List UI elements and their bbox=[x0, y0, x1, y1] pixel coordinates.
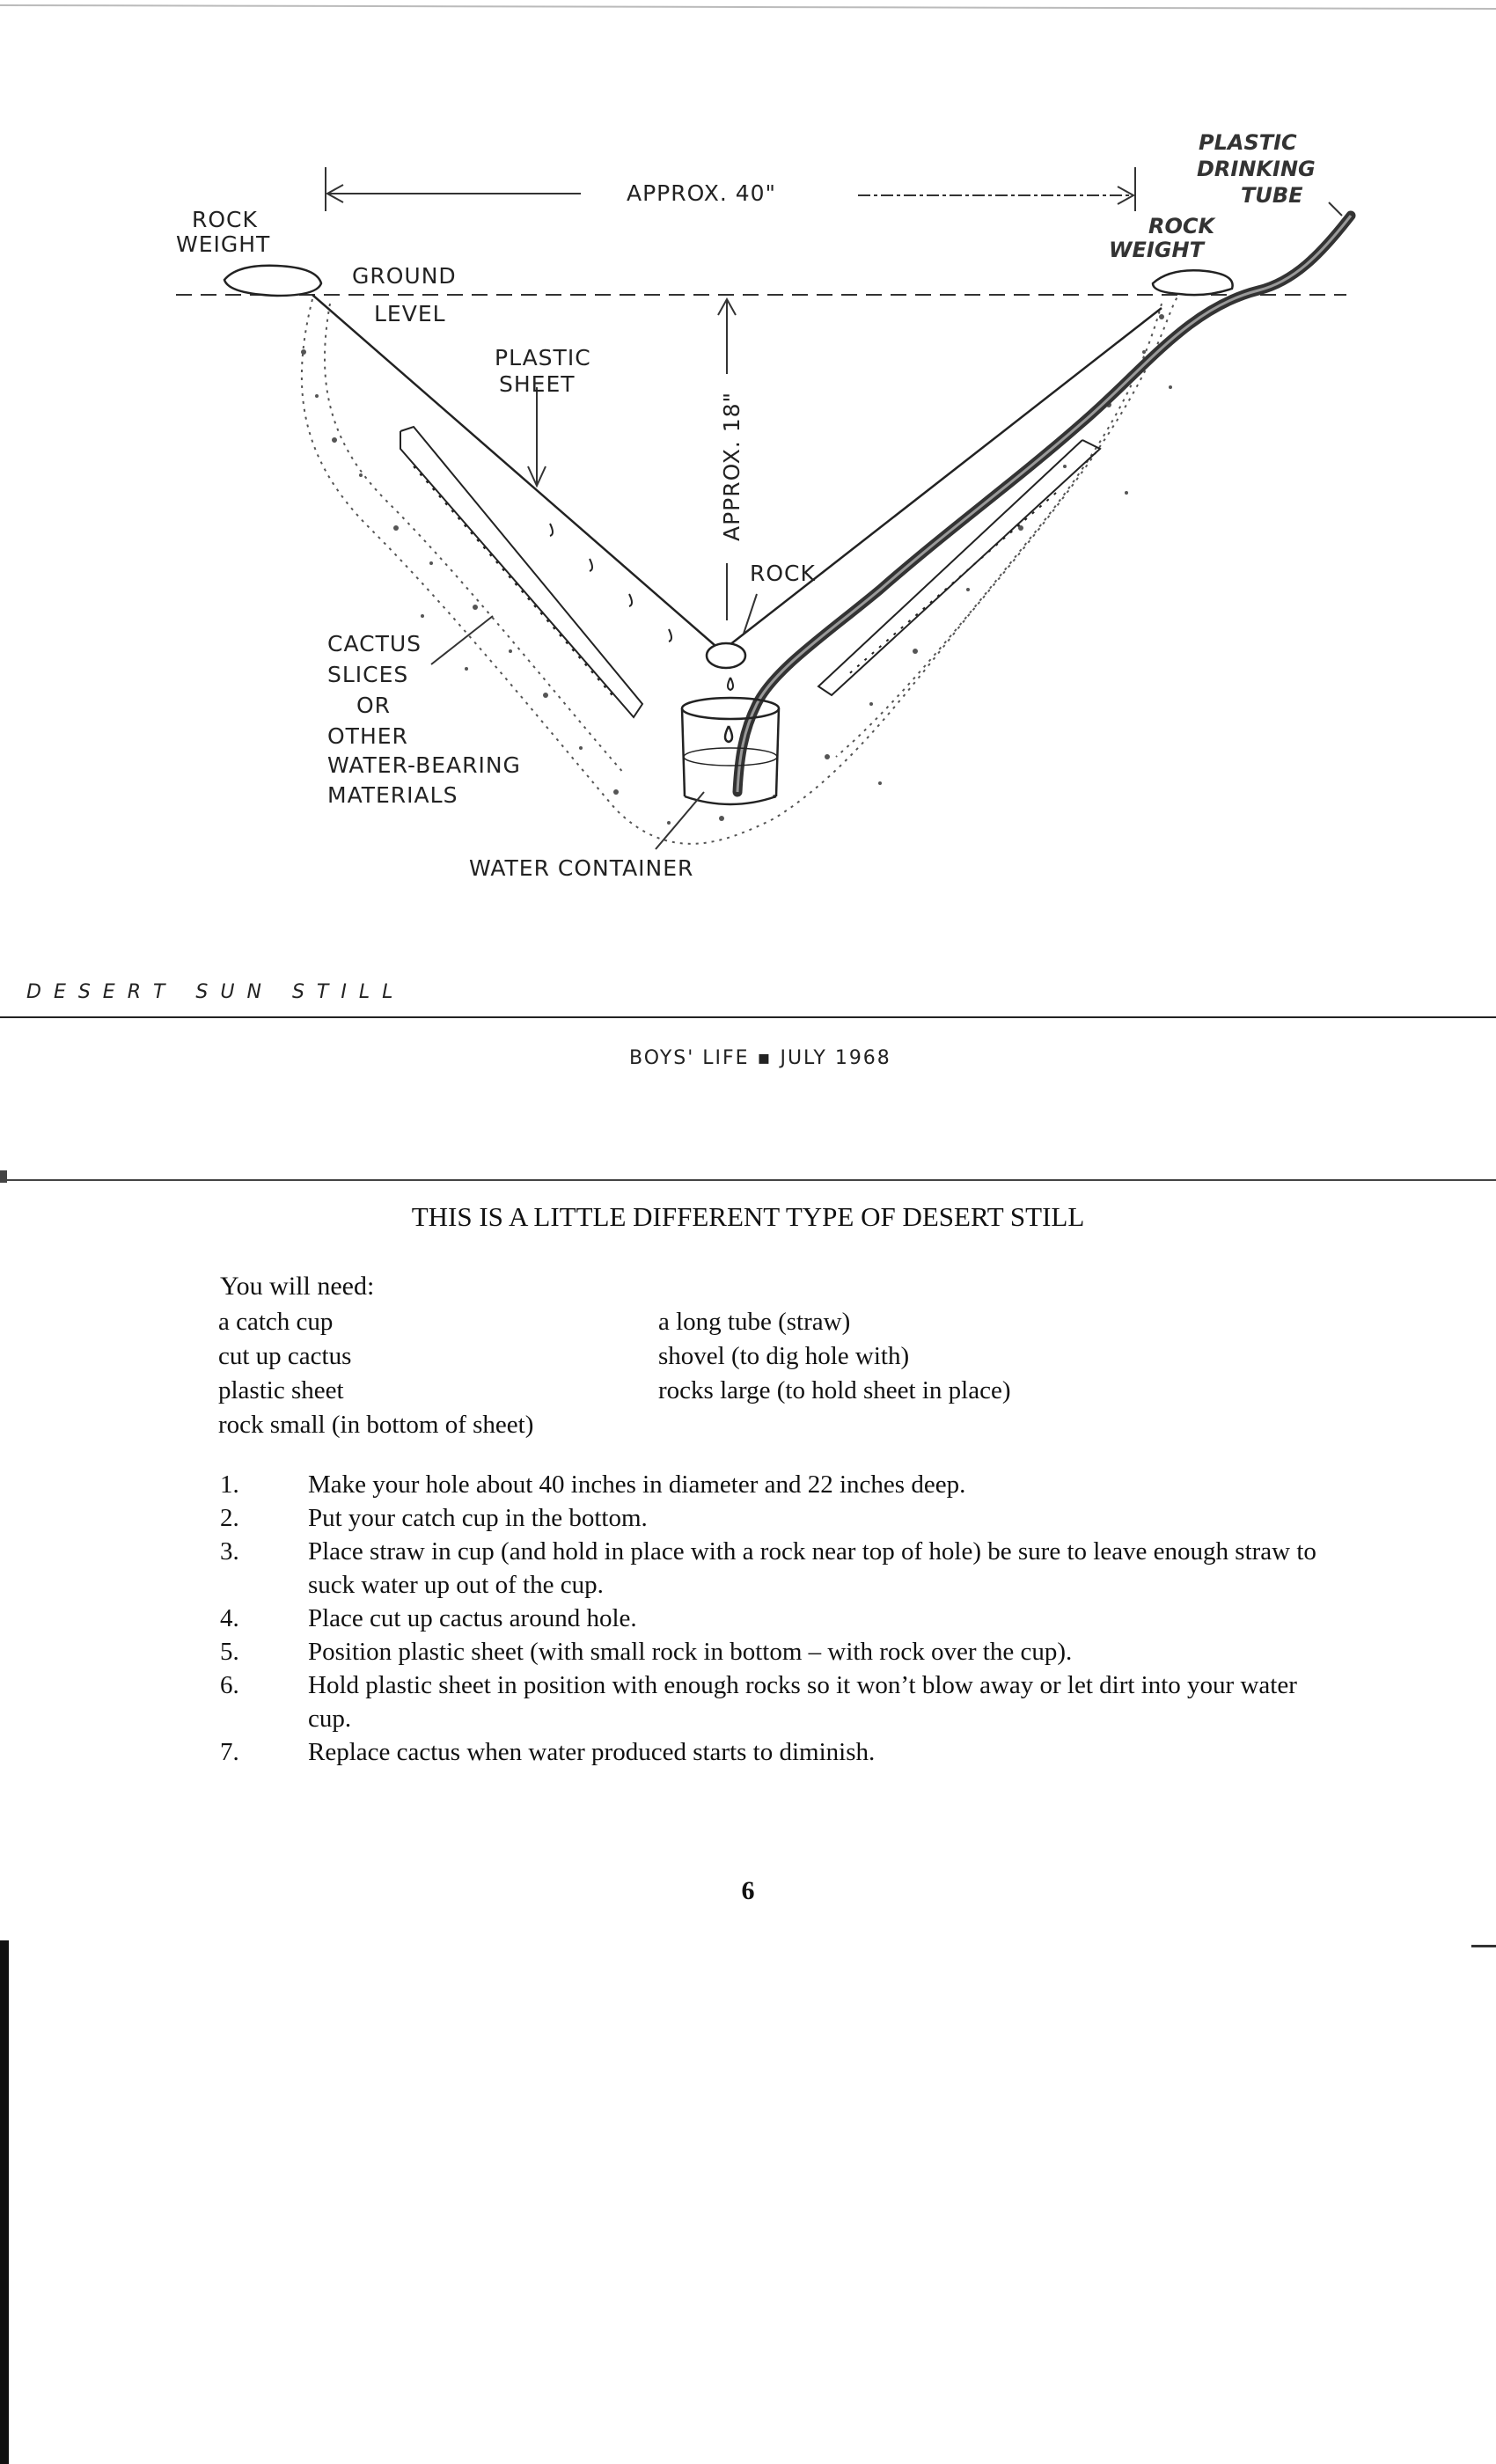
cactus-slices-left bbox=[400, 427, 642, 717]
svg-text:ROCK: ROCK bbox=[1148, 214, 1215, 238]
needs-title: You will need: bbox=[220, 1272, 375, 1301]
svg-text:WEIGHT: WEIGHT bbox=[176, 231, 271, 257]
page-number: 6 bbox=[741, 1876, 755, 1905]
needs-item: cut up cactus bbox=[218, 1342, 352, 1370]
water-container bbox=[682, 698, 779, 804]
svg-text:OTHER: OTHER bbox=[327, 723, 408, 749]
step-item: 2. Put your catch cup in the bottom. bbox=[220, 1504, 648, 1532]
svg-text:SHEET: SHEET bbox=[499, 371, 576, 397]
step-item: 7. Replace cactus when water produced starts to diminish. bbox=[220, 1738, 876, 1766]
svg-text:ROCK: ROCK bbox=[192, 207, 258, 232]
rock-weight-right-label bbox=[1109, 214, 1216, 262]
water-container-label: WATER CONTAINER bbox=[469, 855, 694, 881]
needs-list-left bbox=[218, 1305, 533, 1442]
cactus-slices-right bbox=[818, 440, 1100, 695]
svg-text:PLASTIC: PLASTIC bbox=[495, 345, 591, 370]
plastic-sheet-label bbox=[495, 345, 591, 397]
needs-list-right bbox=[658, 1305, 1011, 1408]
steps-list bbox=[220, 1468, 1329, 1769]
svg-text:GROUND: GROUND bbox=[352, 263, 457, 289]
svg-text:DRINKING: DRINKING bbox=[1197, 157, 1316, 181]
desert-still-diagram bbox=[0, 0, 1496, 1056]
caption-rule bbox=[0, 1016, 1496, 1018]
svg-text:WEIGHT: WEIGHT bbox=[1109, 238, 1204, 262]
page-break-rule bbox=[0, 1179, 1496, 1181]
svg-text:WATER-BEARING: WATER-BEARING bbox=[327, 752, 521, 778]
source-credit: BOYS' LIFE ▪ JULY 1968 bbox=[629, 1047, 891, 1069]
rock-label: ROCK bbox=[750, 561, 816, 586]
svg-text:CACTUS: CACTUS bbox=[327, 631, 422, 656]
step-item: 3. Place straw in cup (and hold in place with a rock near top of hole) be sure to leave enough straw to suck water up out of the cup. bbox=[220, 1537, 1316, 1599]
step-item: 4. Place cut up cactus around hole. bbox=[220, 1604, 637, 1632]
svg-text:TUBE: TUBE bbox=[1241, 183, 1303, 208]
svg-text:MATERIALS: MATERIALS bbox=[327, 782, 458, 808]
step-item: 5. Position plastic sheet (with small rock in bottom – with rock over the cup). bbox=[220, 1638, 1073, 1666]
svg-text:OR: OR bbox=[356, 693, 392, 718]
rock-weight-left-shape bbox=[224, 266, 321, 296]
approx-width-label: APPROX. 40" bbox=[627, 180, 777, 206]
svg-text:SLICES: SLICES bbox=[327, 662, 409, 687]
scan-mark-left bbox=[0, 1170, 7, 1183]
rock-weight-right-shape bbox=[1153, 270, 1233, 295]
needs-item: rock small (in bottom of sheet) bbox=[218, 1411, 534, 1439]
plastic-drinking-tube-label bbox=[1197, 130, 1316, 208]
cactus-slices-label bbox=[327, 631, 521, 808]
page-heading: THIS IS A LITTLE DIFFERENT TYPE OF DESERT STILL bbox=[411, 1201, 1085, 1232]
step-item: 6. Hold plastic sheet in position with enough rocks so it won’t blow away or let dirt into your water cup. bbox=[220, 1671, 1297, 1733]
svg-text:LEVEL: LEVEL bbox=[374, 301, 446, 326]
needs-item: a long tube (straw) bbox=[658, 1308, 851, 1336]
small-rock bbox=[707, 643, 745, 668]
needs-item: rocks large (to hold sheet in place) bbox=[658, 1376, 1011, 1404]
condensation-droplets bbox=[550, 524, 671, 642]
diagram-caption: DESERT SUN STILL bbox=[26, 981, 406, 1003]
needs-item: a catch cup bbox=[218, 1308, 334, 1336]
scan-edge-left bbox=[0, 1940, 9, 2464]
svg-text:PLASTIC: PLASTIC bbox=[1199, 130, 1297, 155]
step-item: 1. Make your hole about 40 inches in diameter and 22 inches deep. bbox=[220, 1470, 966, 1499]
needs-item: plastic sheet bbox=[218, 1376, 344, 1404]
scan-mark-right bbox=[1471, 1945, 1496, 1947]
approx-depth-label: APPROX. 18" bbox=[719, 391, 744, 541]
drinking-tube bbox=[737, 216, 1351, 792]
needs-item: shovel (to dig hole with) bbox=[658, 1342, 910, 1370]
rock-weight-left-label bbox=[176, 207, 270, 257]
